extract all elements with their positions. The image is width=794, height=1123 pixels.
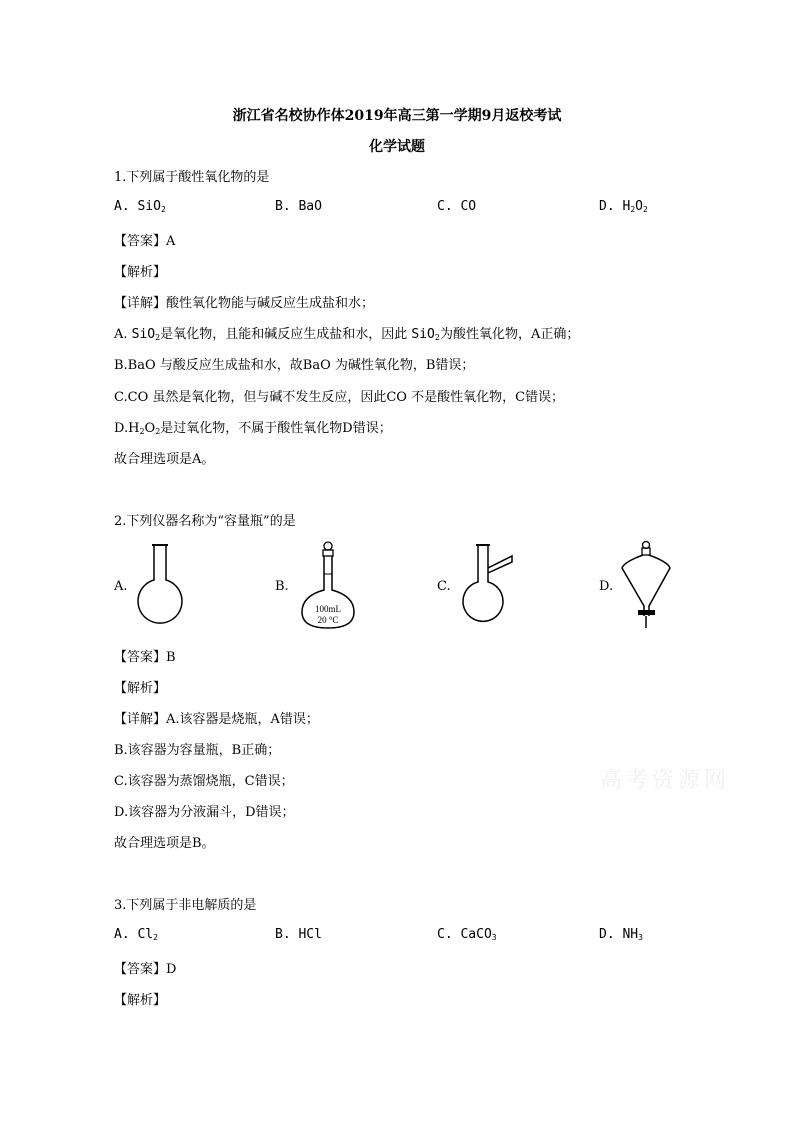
q3-option-b: B. HCl [275,927,322,942]
q3-answer: 【答案】D [114,962,177,977]
q1-analysis: 【解析】 [114,265,167,280]
round-bottom-flask-icon [130,542,190,630]
q1-question: 1.下列属于酸性氧化物的是 [114,170,270,185]
volumetric-flask-label-2: 20 °C [317,615,339,625]
q1-option-b: B. BaO [275,199,322,214]
exam-subtitle: 化学试题 [369,139,425,155]
q2-label-a: A. [114,579,128,594]
q1-detail: 【详解】酸性氧化物能与碱反应生成盐和水； [114,296,375,311]
q1-answer: 【答案】A [114,234,176,249]
q2-explain-d: D.该容器为分液漏斗，D错误； [114,805,295,820]
exam-title: 浙江省名校协作体2019年高三第一学期9月返校考试 [232,108,562,124]
q1-explain-a: A. SiO$_2$是氧化物，且能和碱反应生成盐和水，因此 SiO$_2$为酸性氧化物，A正确； [114,327,580,342]
volumetric-flask-label-1: 100mL [315,604,341,614]
q3-option-c: C. CaCO$_3$ [437,927,497,942]
distilling-flask-icon [456,542,526,630]
q1-option-c: C. CO [437,199,477,214]
q2-answer: 【答案】B [114,650,176,665]
q2-explain-c: C.该容器为蒸馏烧瓶，C错误； [114,774,294,789]
q3-analysis: 【解析】 [114,993,167,1008]
q1-option-a: A. SiO$_2$ [114,199,166,214]
q2-label-b: B. [275,579,289,594]
watermark: 高考资源网 [600,768,731,793]
q1-explain-b: B.BaO 与酸反应生成盐和水，故BaO 为碱性氧化物，B错误； [114,358,475,373]
q1-option-d: D. $H_2O_2$ [599,199,648,214]
q2-conclusion: 故合理选项是B。 [114,836,215,851]
q3-option-d: D. $NH_3$ [599,927,643,942]
volumetric-flask-icon [298,540,358,632]
q3-question: 3.下列属于非电解质的是 [114,898,257,913]
q2-detail: 【详解】A.该容器是烧瓶，A错误； [114,712,319,727]
q1-conclusion: 故合理选项是A。 [114,452,215,467]
separatory-funnel-icon [618,540,674,632]
q3-option-a: A. $Cl_2$ [114,927,158,942]
q2-explain-b: B.该容器为容量瓶，B正确； [114,743,281,758]
q1-explain-c: C.CO 虽然是氧化物，但与碱不发生反应，因此CO 不是酸性氧化物，C错误； [114,390,565,405]
q2-label-c: C. [437,579,451,594]
q2-label-d: D. [599,579,614,594]
q2-analysis: 【解析】 [114,681,167,696]
q2-question: 2.下列仪器名称为“容量瓶”的是 [114,514,296,529]
q1-explain-d: $D.H_2O_2$是过氧化物，不属于酸性氧化物D错误； [114,421,392,436]
